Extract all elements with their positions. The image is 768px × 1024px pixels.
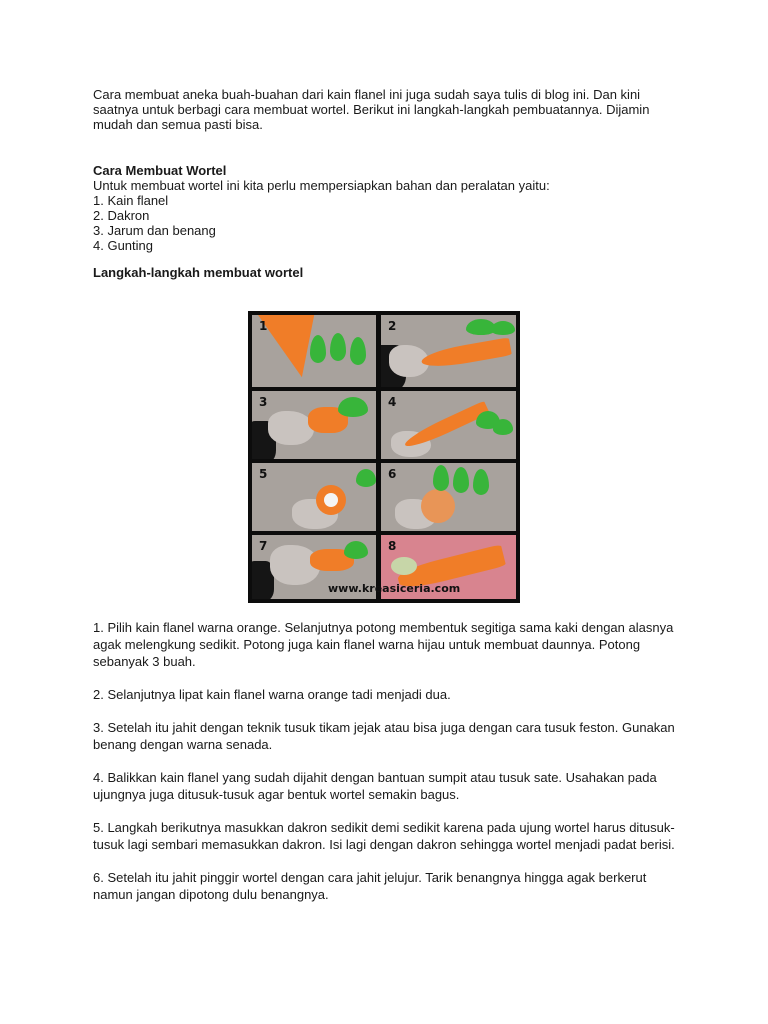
- step-paragraph: 5. Langkah berikutnya masukkan dakron sedikit demi sedikit karena pada ujung wortel harus ditusuk-tusuk lagi sembari memasukkan dakron. Isi lagi dengan dakron sehingga wortel menjadi padat berisi.: [93, 820, 675, 852]
- step-number-label: 2: [388, 319, 397, 333]
- photo-step-6: [381, 463, 516, 531]
- step-number-label: 3: [259, 395, 268, 409]
- step-paragraph: 1. Pilih kain flanel warna orange. Selanjutnya potong membentuk segitiga sama kaki dengan alasnya agak melengkung sedikit. Potong juga kain flanel warna hijau untuk membuat daunnya. Potong sebanyak 3 buah.: [93, 620, 674, 669]
- step-number-label: 7: [259, 539, 268, 553]
- materials-section: [93, 163, 678, 253]
- section-lead: Untuk membuat wortel ini kita perlu mempersiapkan bahan dan peralatan yaitu:: [93, 178, 550, 193]
- material-item: 4. Gunting: [93, 238, 153, 253]
- step-number-label: 4: [388, 395, 397, 409]
- photo-step-2: [381, 315, 516, 387]
- steps-list: [93, 619, 678, 919]
- step-paragraph: 2. Selanjutnya lipat kain flanel warna orange tadi menjadi dua.: [93, 687, 451, 702]
- photo-step-5: [252, 463, 376, 531]
- step-paragraph: 3. Setelah itu jahit dengan teknik tusuk tikam jejak atau bisa juga dengan cara tusuk feston. Gunakan benang dengan warna senada.: [93, 720, 675, 752]
- photo-step-1: [252, 315, 376, 387]
- intro-paragraph: [93, 87, 678, 132]
- step-paragraph: 6. Setelah itu jahit pinggir wortel dengan cara jahit jelujur. Tarik benangnya hingga agak berkerut namun jangan dipotong dulu benangnya.: [93, 870, 647, 902]
- step-number-label: 1: [259, 319, 268, 333]
- tutorial-photo-collage: [248, 311, 520, 603]
- intro-text: Cara membuat aneka buah-buahan dari kain flanel ini juga sudah saya tulis di blog ini. Dan kini saatnya untuk berbagi cara membuat wortel. Berikut ini langkah-langkah pembuatannya. Dijamin mudah dan semua pasti bisa.: [93, 87, 650, 132]
- material-item: 2. Dakron: [93, 208, 150, 223]
- step-number-label: 5: [259, 467, 268, 481]
- steps-heading: Langkah-langkah membuat wortel: [93, 265, 304, 280]
- step-number-label: 6: [388, 467, 397, 481]
- material-item: 3. Jarum dan benang: [93, 223, 216, 238]
- material-item: 1. Kain flanel: [93, 193, 169, 208]
- watermark-text: www.kreasiceria.com: [328, 582, 461, 595]
- photo-step-3: [252, 391, 376, 459]
- step-number-label: 8: [388, 539, 397, 553]
- section-title: Cara Membuat Wortel: [93, 163, 227, 178]
- step-paragraph: 4. Balikkan kain flanel yang sudah dijahit dengan bantuan sumpit atau tusuk sate. Usahakan pada ujungnya juga ditusuk-tusuk agar bentuk wortel semakin bagus.: [93, 770, 657, 802]
- photo-step-4: [381, 391, 516, 459]
